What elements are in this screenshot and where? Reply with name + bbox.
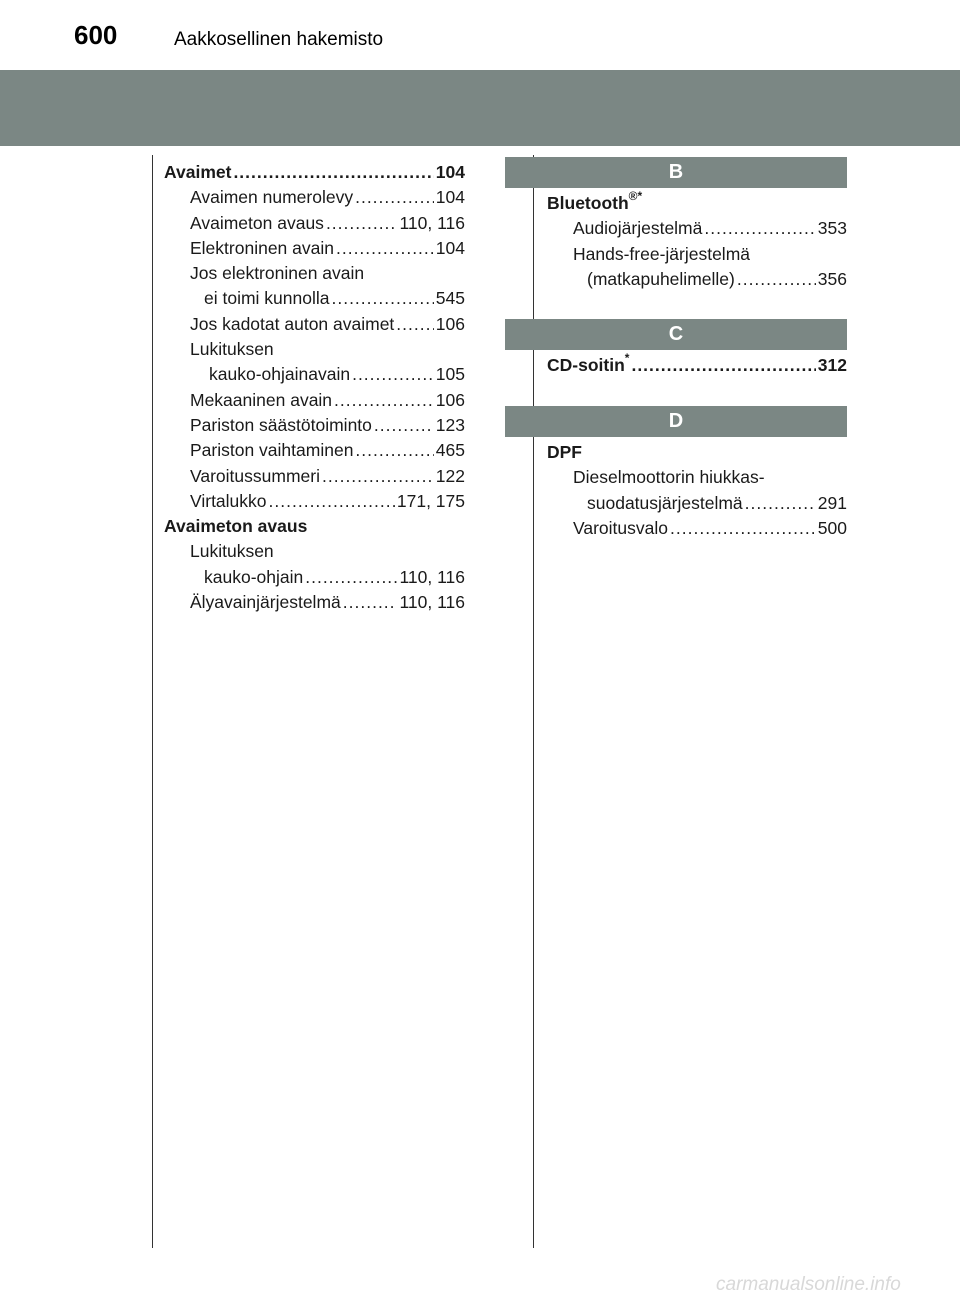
entry-page: 106 [435,313,465,334]
dot-leader [631,353,815,378]
dot-leader [322,464,434,489]
dot-leader [343,590,398,615]
dot-leader [745,491,816,516]
entry-label: CD-soitin [547,355,625,375]
index-entry[interactable] [164,489,465,514]
dot-leader [305,565,397,590]
entry-label: Avaimeton avaus [164,516,308,537]
index-entry[interactable] [547,216,847,241]
index-entry[interactable] [164,160,465,185]
entry-label: suodatusjärjestelmä [587,492,743,513]
index-entry[interactable] [164,590,465,615]
index-entry[interactable] [164,312,465,337]
index-entry-list [164,160,465,615]
entry-label: Jos elektroninen avain [190,263,365,284]
section-c-entries [547,353,847,378]
dot-leader [396,312,434,337]
entry-label: Dieselmoottorin hiukkas- [573,467,765,488]
index-entry[interactable] [547,267,847,292]
entry-page: 105 [435,364,465,385]
entry-label: Hands-free-järjestelmä [573,243,751,264]
entry-label: Lukituksen [190,541,274,562]
dot-leader [352,362,434,387]
entry-page: 171, 175 [396,490,465,511]
dot-leader [374,413,434,438]
index-entry[interactable] [547,491,847,516]
dot-leader [670,516,816,541]
entry-page: 106 [435,389,465,410]
section-letter-d: D [505,406,847,437]
entry-label: Varoitussummeri [190,465,320,486]
entry-page: 312 [817,355,847,375]
dot-leader [704,216,815,241]
left-column [164,160,465,615]
dot-leader [355,438,433,463]
entry-label: Mekaaninen avain [190,389,333,410]
index-entry[interactable] [164,413,465,438]
entry-superscript: ®* [628,189,643,204]
entry-label: Jos kadotat auton avaimet [190,313,395,334]
dot-leader [326,211,398,236]
entry-page: 123 [435,414,465,435]
index-entry[interactable] [164,565,465,590]
entry-page: 110, 116 [399,592,465,613]
index-entry[interactable] [164,286,465,311]
section-d-entries [547,440,847,541]
watermark: carmanualsonline.info [716,1274,901,1295]
section-letter-c: C [505,319,847,350]
dot-leader [233,160,433,185]
dot-leader [334,388,434,413]
index-entry[interactable] [164,211,465,236]
entry-superscript: * [624,351,630,366]
entry-page: 110, 116 [399,566,465,587]
index-entry[interactable] [164,362,465,387]
entry-page: 353 [817,218,847,239]
entry-page: 291 [817,492,847,513]
entry-label: Varoitusvalo [573,517,669,538]
entry-label: DPF [547,442,582,462]
section-b-entries [547,191,847,292]
page-number: 600 [74,20,118,50]
entry-label: kauko-ohjain [204,566,304,587]
index-entry[interactable] [547,465,847,490]
entry-page: 104 [435,187,465,208]
entry-label: Avaimeton avaus [190,212,324,233]
index-entry[interactable] [164,539,465,564]
entry-label: kauko-ohjainavain [209,364,351,385]
index-entry[interactable] [164,438,465,463]
entry-page: 104 [435,162,465,182]
entry-page: 356 [817,268,847,289]
entry-label: (matkapuhelimelle) [587,268,735,289]
entry-label: Pariston vaihtaminen [190,440,354,461]
section-letter-b: B [505,157,847,188]
index-entry[interactable] [164,514,465,539]
index-entry[interactable] [164,464,465,489]
dot-leader [331,286,433,311]
index-entry[interactable] [164,388,465,413]
index-entry[interactable] [164,261,465,286]
index-entry[interactable] [547,440,847,465]
entry-page: 104 [435,237,465,258]
column-divider-left [152,155,153,1248]
index-entry[interactable] [547,242,847,267]
entry-label: Elektroninen avain [190,237,334,258]
index-entry[interactable] [547,353,847,378]
index-entry[interactable] [164,337,465,362]
index-entry[interactable] [547,191,847,216]
header-band [0,70,960,146]
dot-leader [336,236,434,261]
entry-label: Lukituksen [190,339,274,360]
entry-label: Bluetooth [547,193,629,213]
entry-label: Pariston säästötoiminto [190,414,372,435]
dot-leader [269,489,395,514]
dot-leader [355,185,434,210]
entry-label: Älyavainjärjestelmä [190,592,341,613]
entry-label: ei toimi kunnolla [204,288,330,309]
page-title: Aakkosellinen hakemisto [174,29,384,50]
entry-page: 545 [435,288,465,309]
entry-page: 122 [435,465,465,486]
index-entry[interactable] [164,236,465,261]
entry-page: 465 [435,440,465,461]
entry-label: Avaimen numerolevy [190,187,354,208]
index-entry[interactable] [547,516,847,541]
entry-label: Audiojärjestelmä [573,218,703,239]
dot-leader [737,267,816,292]
entry-page: 110, 116 [399,212,465,233]
entry-page: 500 [817,517,847,538]
entry-label: Virtalukko [190,490,267,511]
entry-label: Avaimet [164,162,232,182]
index-entry[interactable] [164,185,465,210]
